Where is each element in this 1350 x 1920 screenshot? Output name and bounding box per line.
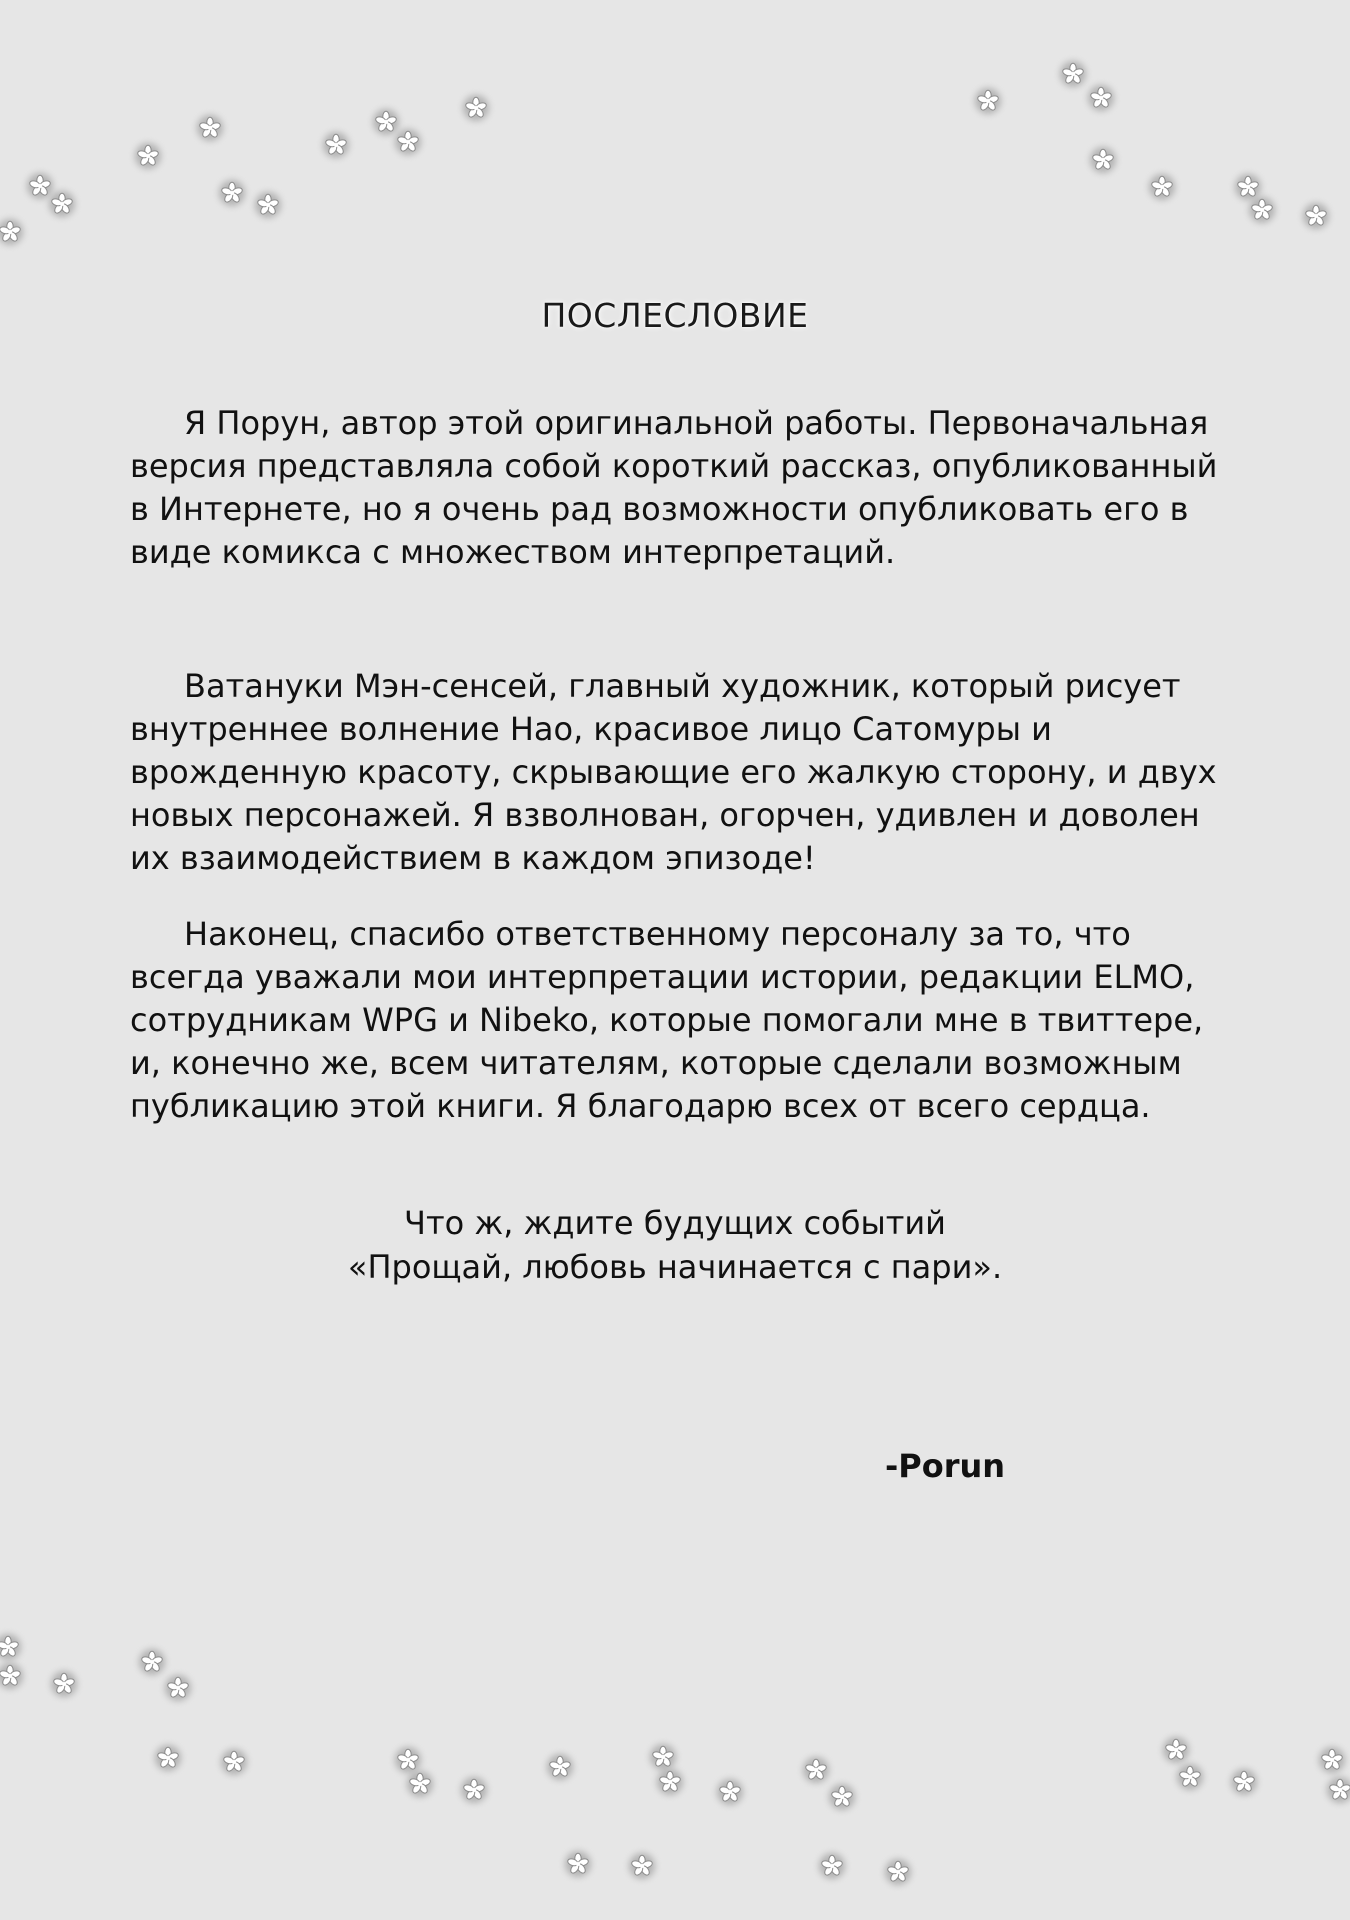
paragraph-intro: Я Порун, автор этой оригинальной работы. Первоначальная версия представляла собой короткий рассказ, опубликованный в Интернете, но я очень рад возможности опубликовать его в виде комикса с множеством интерпретаций. [130, 404, 1218, 571]
closing-message [0, 1201, 1350, 1289]
author-signature: -Porun [885, 1447, 1006, 1485]
closing-line-1: Что ж, ждите будущих событий [404, 1204, 946, 1242]
page-title: ПОСЛЕСЛОВИЕ [541, 296, 809, 335]
closing-line-2: «Прощай, любовь начинается с пари». [347, 1248, 1003, 1286]
paragraph-artist: Ватануки Мэн-сенсей, главный художник, который рисует внутреннее волнение Нао, красивое лицо Сатомуры и врожденную красоту, скрывающие его жалкую сторону, и двух новых персонажей. Я взволнован, огорчен, удивлен и доволен их взаимодействием в каждом эпизоде! [130, 667, 1217, 877]
paragraph-thanks: Наконец, спасибо ответственному персоналу за то, что всегда уважали мои интерпретации истории, редакции ELMO, сотрудникам WPG и Nibeko, которые помогали мне в твиттере, и, конечно же, всем читателям, которые сделали возможным публикацию этой книги. Я благодарю всех от всего сердца. [130, 915, 1204, 1125]
flower-decoration-top [0, 0, 1350, 260]
